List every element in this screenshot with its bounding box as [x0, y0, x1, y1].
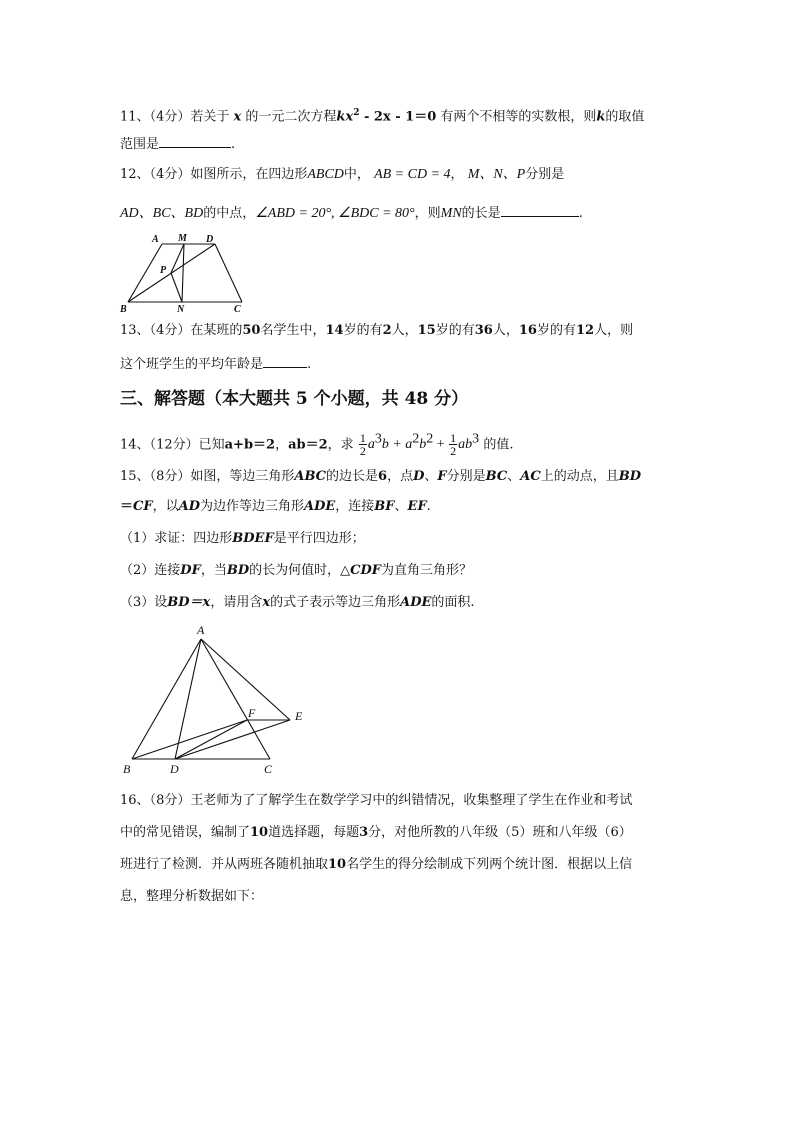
label-d: D: [170, 762, 179, 776]
segment-dc: [215, 244, 242, 302]
q15-line2: ＝CF，以AD为边作等边三角形ADE，连接BF、EF.: [120, 499, 431, 514]
segment-ab: [132, 639, 201, 759]
q16-number: 16: [120, 793, 137, 808]
q11-score: （4分）: [149, 109, 191, 125]
section-heading: 三、解答题（本大题共 5 个小题，共 48 分）: [120, 389, 469, 409]
segment-mn: [182, 244, 184, 302]
q11-number: 11: [120, 109, 137, 125]
q16-line4: 息，整理分析数据如下：: [120, 889, 264, 904]
label-m: M: [178, 233, 187, 244]
label-p: P: [160, 265, 167, 276]
label-c: C: [234, 304, 241, 314]
q16-line1: 16、（8分）王老师为了了解学生在数学学习中的纠错情况，收集整理了学生在作业和考试: [120, 793, 633, 808]
q14-line: 14、（12分）已知a+b＝2，ab＝2，求 $\frac{1}{2}$ $a^3b + a^2b^2$ + $\frac{1}{2}$ $ab^3$ 的值.: [120, 431, 514, 459]
label-f: F: [248, 706, 256, 720]
label-c: C: [264, 762, 273, 776]
q15-line1: 15、（8分）如图，等边三角形ABC的边长是6，点D、F分别是BC、AC上的动点，且BD: [120, 469, 641, 484]
q16-line3: 班进行了检测．并从两班各随机抽取10名学生的得分绘制成下列两个统计图．根据以上信: [120, 857, 633, 872]
q11-line1: 11、（4分）若关于 x 的一元二次方程$kx^2 - 2x - 1=0$ 有两个不相等的实数根，则k的取值: [120, 108, 645, 125]
q13-number: 13: [120, 323, 137, 338]
q12-equation: AB = CD = 4: [374, 167, 451, 182]
q13-score: （4分）: [149, 323, 191, 338]
q14-expression: $\frac{1}{2}$ $a^3b + a^2b^2$ + $\frac{1}{2}$ $ab^3$: [359, 431, 480, 459]
q11-equation: kx: [336, 109, 354, 125]
label-e: E: [295, 709, 303, 723]
q15-sub1: （1）求证：四边形BDEF是平行四边形；: [120, 531, 365, 546]
q15-sub2: （2）连接DF，当BD的长为何值时，△CDF为直角三角形？: [120, 563, 472, 578]
q12-quadrilateral-figure: [118, 230, 248, 314]
q14-number: 14: [120, 437, 137, 453]
fraction-half-2: $\frac{1}{2}$: [450, 431, 457, 459]
q12-angles: ∠ABD = 20°, ∠BDC = 80°: [255, 206, 415, 221]
q12-score: （4分）: [149, 167, 191, 182]
q11-line2: 范围是 .: [120, 134, 235, 154]
q12-number: 12: [120, 167, 137, 182]
q12-answer-blank[interactable]: [501, 203, 579, 217]
q13-line2: 这个班学生的平均年龄是 .: [120, 354, 311, 374]
label-a: A: [197, 623, 205, 637]
q12-line1: 12、（4分）如图所示，在四边形ABCD中， AB = CD = 4， M、N、P分别是: [120, 167, 565, 182]
q15-sub3: （3）设BD＝x，请用含x的式子表示等边三角形ADE的面积.: [120, 595, 475, 610]
q11-answer-blank[interactable]: [159, 134, 231, 148]
label-a: A: [152, 234, 159, 245]
label-b: B: [123, 762, 131, 776]
segment-ac: [201, 639, 270, 759]
q12-line2: AD、BC、BD的中点，∠ABD = 20°, ∠BDC = 80°，则MN的长是 .: [120, 203, 583, 223]
segment-ab: [128, 244, 162, 302]
label-d: D: [206, 234, 214, 245]
segment-de: [175, 720, 290, 759]
fraction-half: $\frac{1}{2}$: [359, 431, 366, 459]
segment-bf: [132, 720, 247, 759]
q15-triangle-figure: [118, 622, 318, 780]
q16-score: （8分）: [149, 793, 191, 808]
q14-score: （12分）: [149, 437, 199, 453]
q15-score: （8分）: [149, 469, 191, 484]
q16-line2: 中的常见错误，编制了10道选择题，每题3分，对他所教的八年级（5）班和八年级（6）: [120, 825, 632, 840]
q13-line1: 13、（4分）在某班的50名学生中，14岁的有2人，15岁的有36人，16岁的有12人，则: [120, 323, 634, 338]
q13-answer-blank[interactable]: [263, 354, 307, 368]
segment-pn: [171, 273, 182, 302]
label-n: N: [177, 304, 185, 314]
segment-ad: [175, 639, 201, 759]
segment-ae: [201, 639, 290, 720]
label-b: B: [120, 304, 127, 314]
q15-number: 15: [120, 469, 137, 484]
segment-df: [175, 720, 247, 759]
